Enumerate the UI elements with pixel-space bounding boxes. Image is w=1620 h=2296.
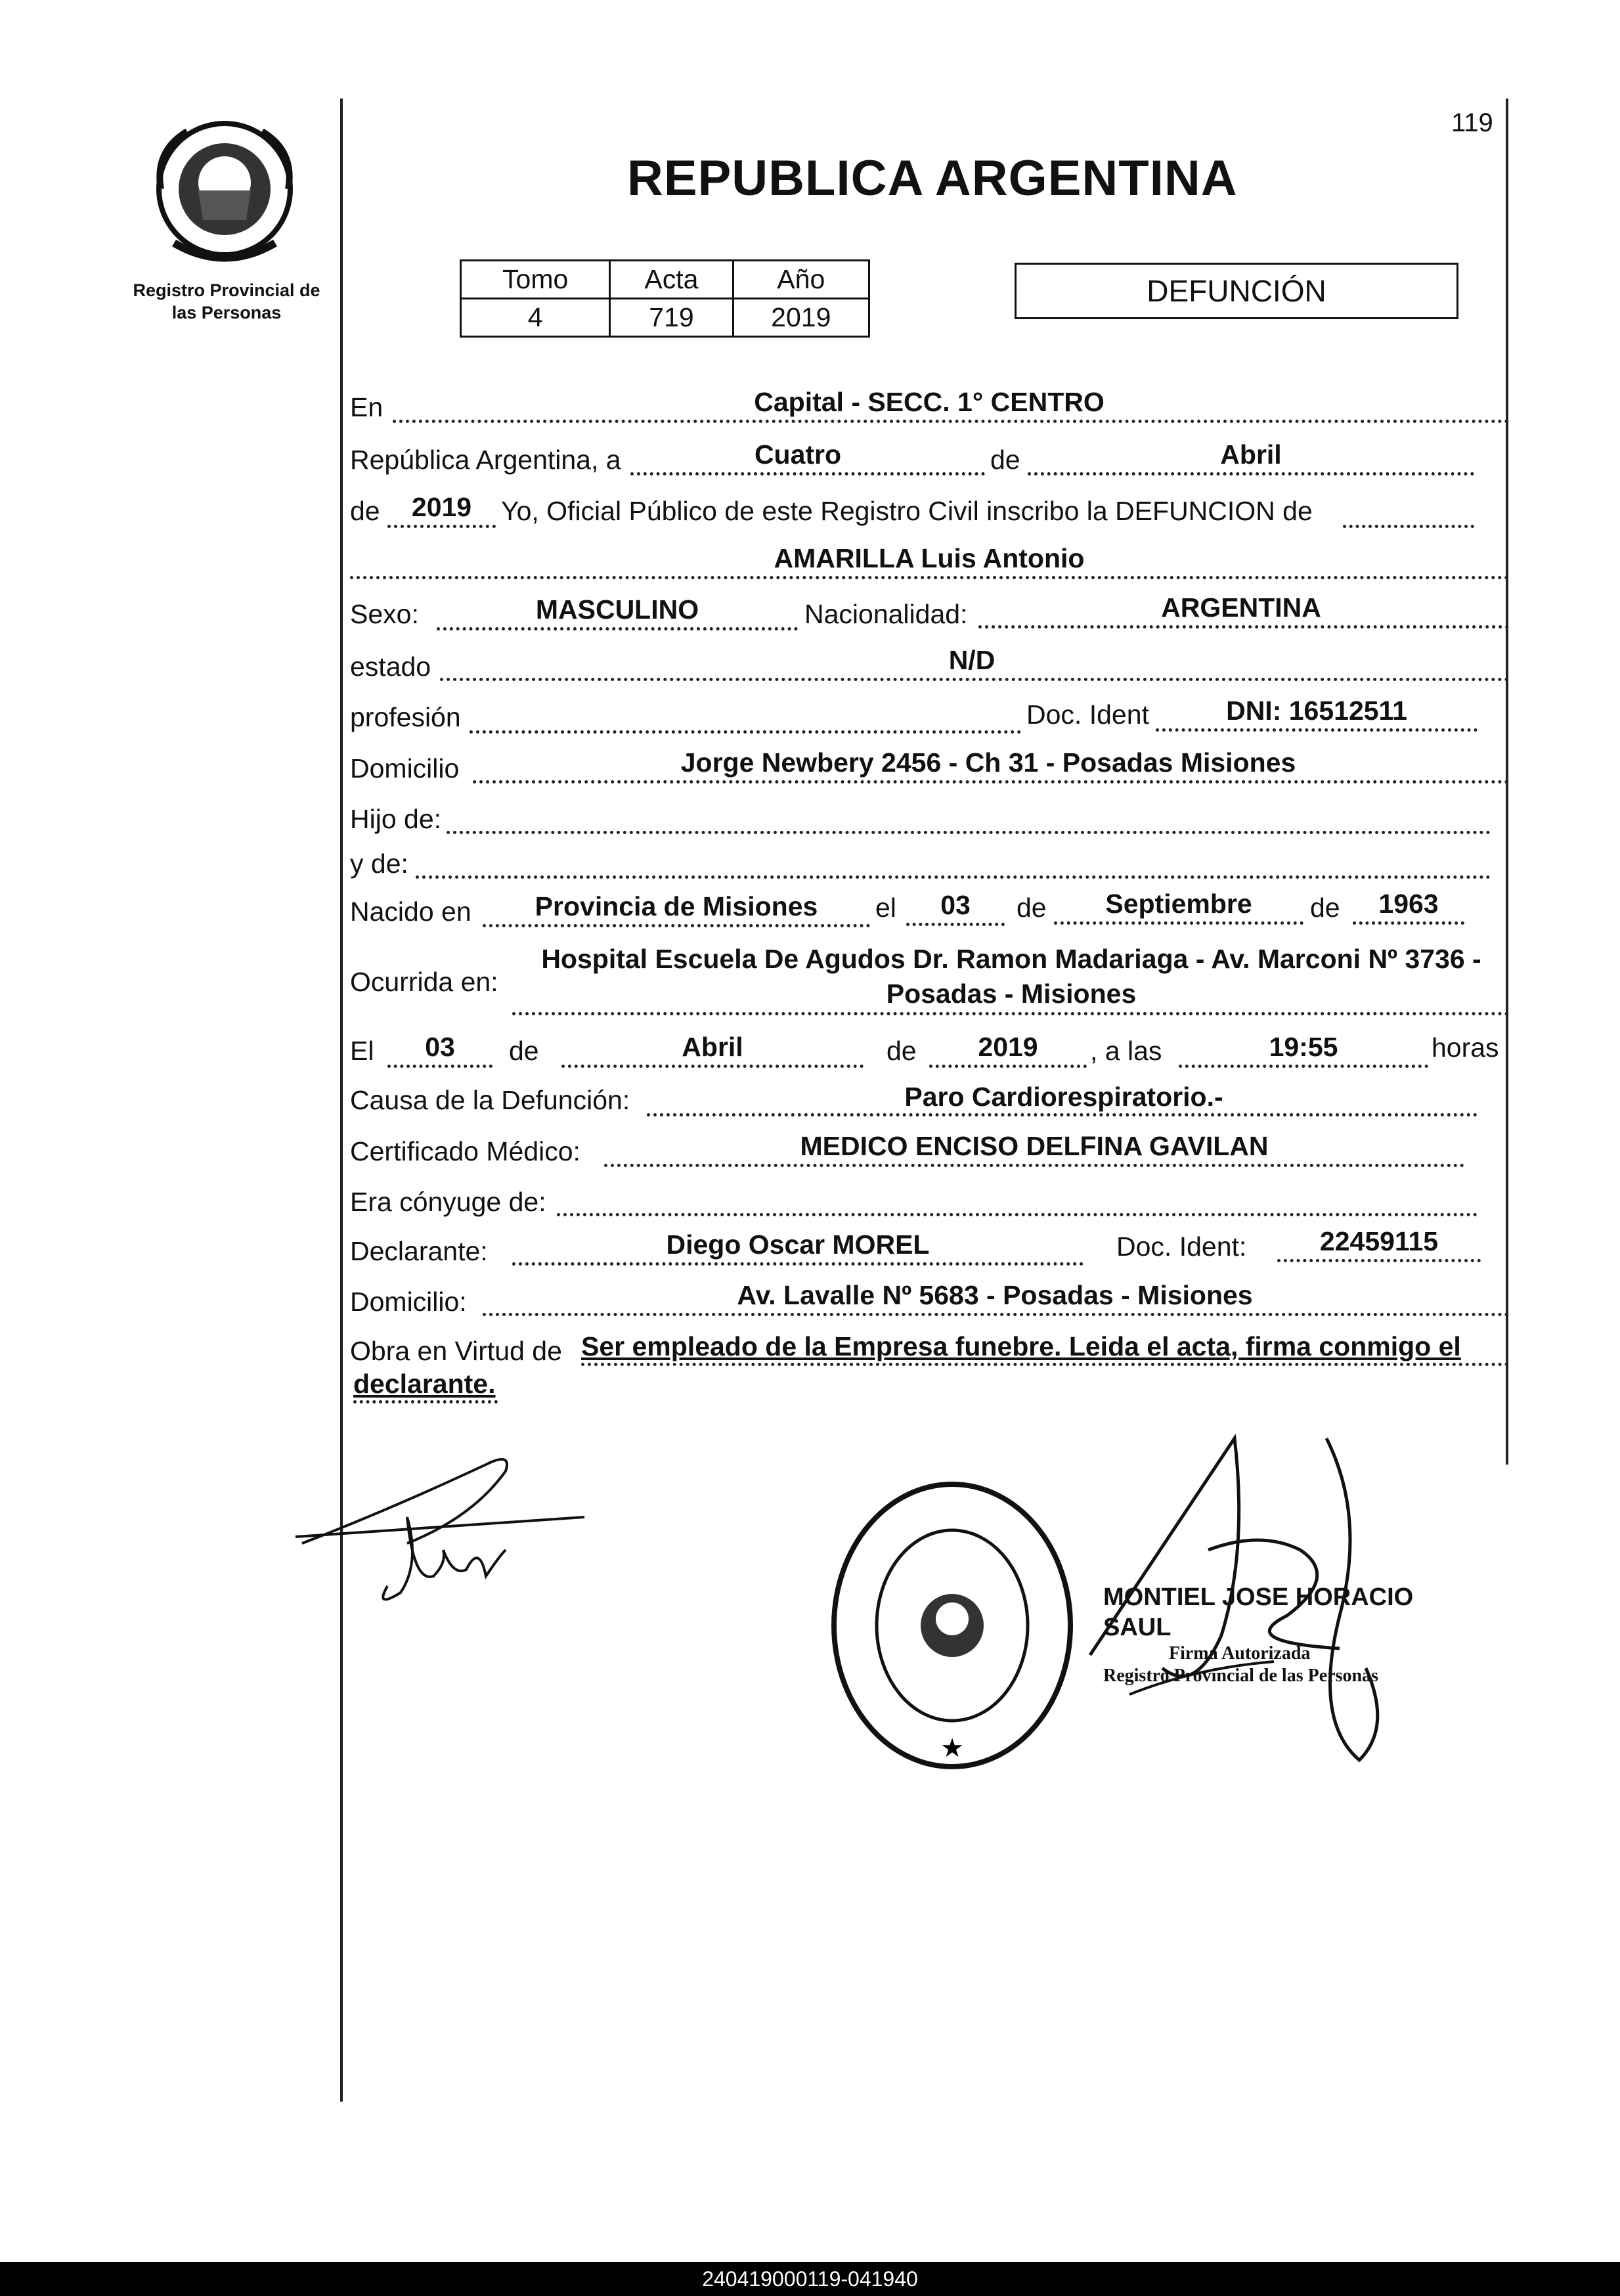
dots-nacionalidad (978, 625, 1509, 629)
value-sexo: MASCULINO (535, 594, 699, 625)
label-el: el (875, 893, 896, 923)
label-y-de: y de: (350, 849, 408, 879)
document-title: REPUBLICA ARGENTINA (627, 150, 1238, 206)
value-ocurrida-linea1: Hospital Escuela De Agudos Dr. Ramon Madariaga - Av. Marconi Nº 3736 - (541, 944, 1481, 974)
official-stamp (827, 1478, 1077, 1773)
signatory-name: MONTIEL JOSE HORACIO SAUL (1103, 1583, 1414, 1641)
dots-declarante-doc (1277, 1259, 1481, 1262)
dots-domicilio (473, 780, 1509, 784)
label-de-4: de (1310, 893, 1340, 923)
label-de-5: de (509, 1036, 539, 1066)
value-obra-linea2: declarante. (353, 1369, 496, 1399)
value-nacido-anio: 1963 (1378, 889, 1439, 919)
page-number: 119 (1451, 108, 1493, 137)
dots-hijo-de (447, 831, 1491, 834)
value-ocurrida-linea2: Posadas - Misiones (886, 979, 1137, 1009)
label-ocurrida-en: Ocurrida en: (350, 967, 498, 997)
label-profesion: profesión (350, 702, 461, 732)
dots-anio (387, 525, 496, 528)
record-table (460, 259, 870, 338)
header-tomo: Tomo (461, 261, 610, 299)
value-causa: Paro Cardiorespiratorio.- (904, 1082, 1223, 1112)
declarant-signature (289, 1438, 591, 1616)
dots-def-mes (561, 1065, 864, 1068)
dots-obra-1 (581, 1363, 1509, 1366)
value-def-hora: 19:55 (1269, 1032, 1338, 1062)
dots-lugar (393, 420, 1509, 423)
dots-estado (440, 678, 1509, 681)
label-certificado: Certificado Médico: (350, 1136, 580, 1166)
value-declarante-doc: 22459115 (1319, 1226, 1439, 1256)
dots-nacido-mes (1054, 921, 1303, 925)
value-mes: Abril (1220, 439, 1282, 470)
dots-nombre (350, 576, 1509, 579)
label-republica: República Argentina, a (350, 445, 621, 475)
svg-text:★: ★ (940, 1733, 964, 1763)
label-declarante: Declarante: (350, 1236, 488, 1266)
value-nombre: AMARILLA Luis Antonio (774, 543, 1085, 573)
value-dia-texto: Cuatro (754, 439, 842, 470)
value-nacido-dia: 03 (940, 890, 971, 920)
value-def-anio: 2019 (978, 1032, 1038, 1062)
record-table-header (461, 261, 869, 299)
label-doc-ident-2: Doc. Ident: (1116, 1231, 1247, 1262)
label-yo: Yo, Oficial Público de este Registro Civil inscribo la DEFUNCION de (501, 496, 1313, 526)
value-def-dia: 03 (425, 1032, 455, 1062)
label-el-cap: El (350, 1036, 374, 1066)
label-domicilio-2: Domicilio: (350, 1287, 467, 1317)
label-de-1: de (990, 445, 1020, 475)
label-obra: Obra en Virtud de (350, 1336, 562, 1366)
dots-def-dia (387, 1065, 493, 1068)
value-documento: DNI: 16512511 (1226, 695, 1407, 726)
dots-documento (1156, 728, 1478, 732)
value-anio: 2019 (733, 299, 869, 337)
signatory-role: Firma Autorizada (1169, 1643, 1311, 1664)
label-estado: estado (350, 651, 431, 682)
value-nacionalidad: ARGENTINA (1161, 592, 1321, 623)
issuer-line-2: las Personas (171, 303, 282, 322)
label-conyuge: Era cónyuge de: (350, 1187, 546, 1217)
label-de-2: de (350, 496, 380, 526)
issuer-line-1: Registro Provincial de (133, 280, 320, 300)
signatory-block (1103, 1583, 1432, 1687)
dots-ocurrida (512, 1012, 1509, 1015)
value-domicilio: Jorge Newbery 2456 - Ch 31 - Posadas Misiones (680, 747, 1296, 778)
dots-obra-2 (353, 1400, 498, 1403)
header-acta: Acta (610, 261, 733, 299)
dots-nacido-dia (906, 923, 1005, 926)
dots-declarante (512, 1262, 1084, 1266)
label-nacido-en: Nacido en (350, 896, 471, 927)
dots-mes (1028, 472, 1474, 475)
label-sexo: Sexo: (350, 599, 419, 629)
value-def-mes: Abril (682, 1032, 743, 1062)
label-en: En (350, 392, 383, 422)
label-horas: horas (1432, 1032, 1499, 1063)
dots-dia (630, 472, 985, 475)
value-anio: 2019 (411, 492, 472, 522)
value-declarante-domicilio: Av. Lavalle Nº 5683 - Posadas - Misiones (737, 1280, 1253, 1310)
value-lugar: Capital - SECC. 1° CENTRO (754, 387, 1105, 417)
value-obra-linea1: Ser empleado de la Empresa funebre. Leida el acta, firma conmigo el (581, 1331, 1461, 1361)
dots-profesion (470, 730, 1021, 734)
dots-def-hora (1179, 1065, 1428, 1068)
provincial-seal-icon (148, 112, 302, 273)
dots-nacido-anio (1353, 921, 1464, 925)
label-domicilio: Domicilio (350, 753, 460, 784)
dots-sexo (437, 627, 798, 630)
dots-nacido-lugar (483, 924, 870, 927)
dots-conyuge (557, 1213, 1478, 1216)
label-de-3: de (1017, 893, 1047, 923)
label-nacionalidad: Nacionalidad: (804, 599, 968, 629)
value-certificado: MEDICO ENCISO DELFINA GAVILAN (800, 1131, 1269, 1161)
value-estado: N/D (948, 645, 996, 675)
label-a-las: , a las (1090, 1036, 1162, 1066)
value-acta: 719 (610, 299, 733, 337)
label-de-6: de (887, 1036, 917, 1066)
value-declarante: Diego Oscar MOREL (666, 1229, 930, 1260)
value-nacido-lugar: Provincia de Misiones (535, 891, 818, 921)
left-margin-line (340, 99, 343, 2102)
dots-causa (647, 1113, 1478, 1116)
value-tomo: 4 (461, 299, 610, 337)
value-nacido-mes: Septiembre (1105, 889, 1252, 919)
signatory-org: Registro Provincial de las Personas (1103, 1665, 1378, 1686)
record-type-box: DEFUNCIÓN (1015, 263, 1458, 319)
label-causa: Causa de la Defunción: (350, 1085, 630, 1115)
issuer-name (121, 279, 332, 324)
label-hijo-de: Hijo de: (350, 804, 442, 834)
dots-yo (1343, 525, 1474, 528)
dots-def-anio (929, 1065, 1087, 1068)
dots-declarante-domicilio (483, 1313, 1509, 1316)
label-doc-ident: Doc. Ident (1026, 699, 1149, 730)
record-table-values (461, 299, 869, 337)
header-anio: Año (733, 261, 869, 299)
dots-certificado (604, 1164, 1464, 1167)
dots-y-de (416, 875, 1491, 879)
document-code-bar: 240419000119-041940 (0, 2262, 1620, 2296)
